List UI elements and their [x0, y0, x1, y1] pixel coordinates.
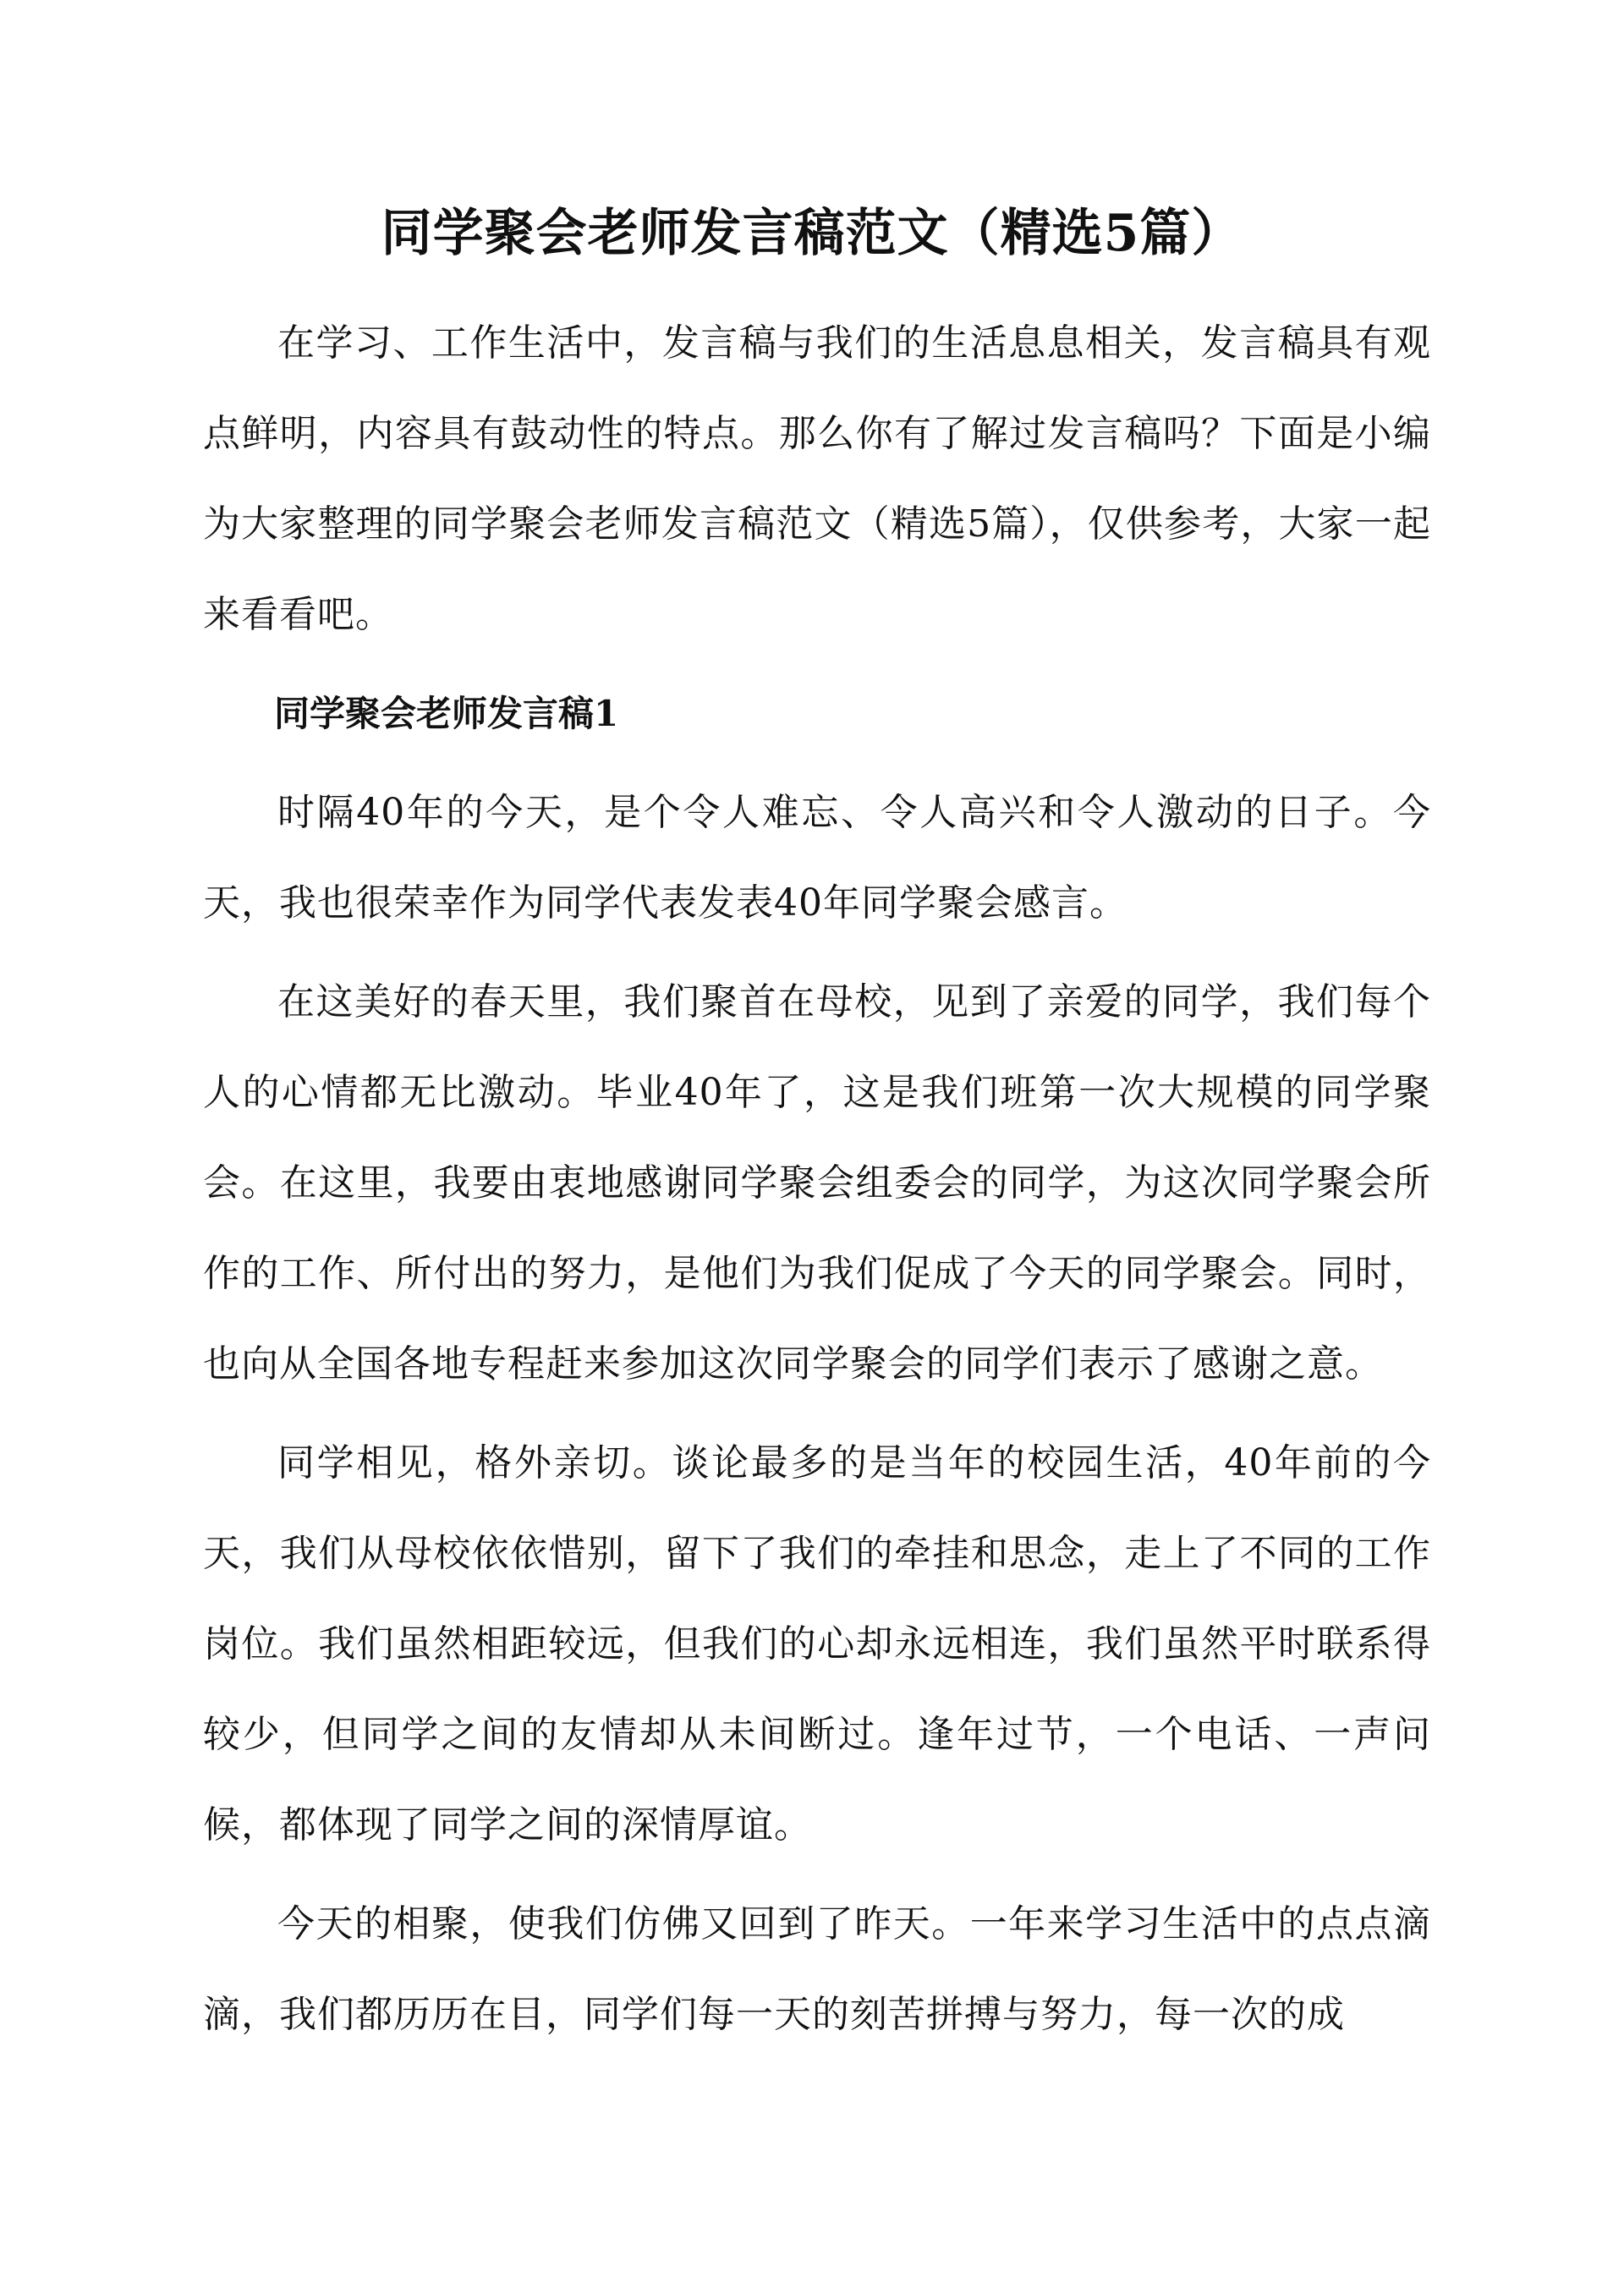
body-paragraph-1: 时隔40年的今天，是个令人难忘、令人高兴和令人激动的日子。今天，我也很荣幸作为同学代表发表40年同学聚会感言。 — [203, 791, 1431, 925]
paragraph-spacer — [203, 1409, 1431, 1418]
paragraph-spacer — [203, 759, 1431, 767]
document-title: 同学聚会老师发言稿范文（精选5篇） — [381, 204, 1243, 263]
paragraph-spacer — [203, 948, 1431, 957]
paragraph-spacer — [203, 660, 1431, 668]
intro-paragraph: 在学习、工作生活中，发言稿与我们的生活息息相关，发言稿具有观点鲜明，内容具有鼓动性的特点。那么你有了解过发言稿吗？下面是小编为大家整理的同学聚会老师发言稿范文（精选5篇），仅供参考，大家一起来看看吧。 — [203, 321, 1431, 636]
paragraph-spacer — [203, 1870, 1431, 1879]
document-body — [203, 298, 1431, 2060]
body-paragraph-2: 在这美好的春天里，我们聚首在母校，见到了亲爱的同学，我们每个人的心情都无比激动。毕业40年了，这是我们班第一次大规模的同学聚会。在这里，我要由衷地感谢同学聚会组委会的同学，为这次同学聚会所作的工作、所付出的努力，是他们为我们促成了今天的同学聚会。同时，也向从全国各地专程赶来参加这次同学聚会的同学们表示了感谢之意。 — [203, 980, 1431, 1386]
section-heading: 同学聚会老师发言稿1 — [274, 693, 619, 734]
body-paragraph-3: 同学相见，格外亲切。谈论最多的是当年的校园生活，40年前的今天，我们从母校依依惜别，留下了我们的牵挂和思念，走上了不同的工作岗位。我们虽然相距较远，但我们的心却永远相连，我们虽然平时联系得较少，但同学之间的友情却从未间断过。逢年过节，一个电话、一声问候，都体现了同学之间的深情厚谊。 — [203, 1441, 1431, 1847]
body-paragraph-4: 今天的相聚，使我们仿佛又回到了昨天。一年来学习生活中的点点滴滴，我们都历历在目，同学们每一天的刻苦拼搏与努力，每一次的成 — [203, 1902, 1431, 2036]
